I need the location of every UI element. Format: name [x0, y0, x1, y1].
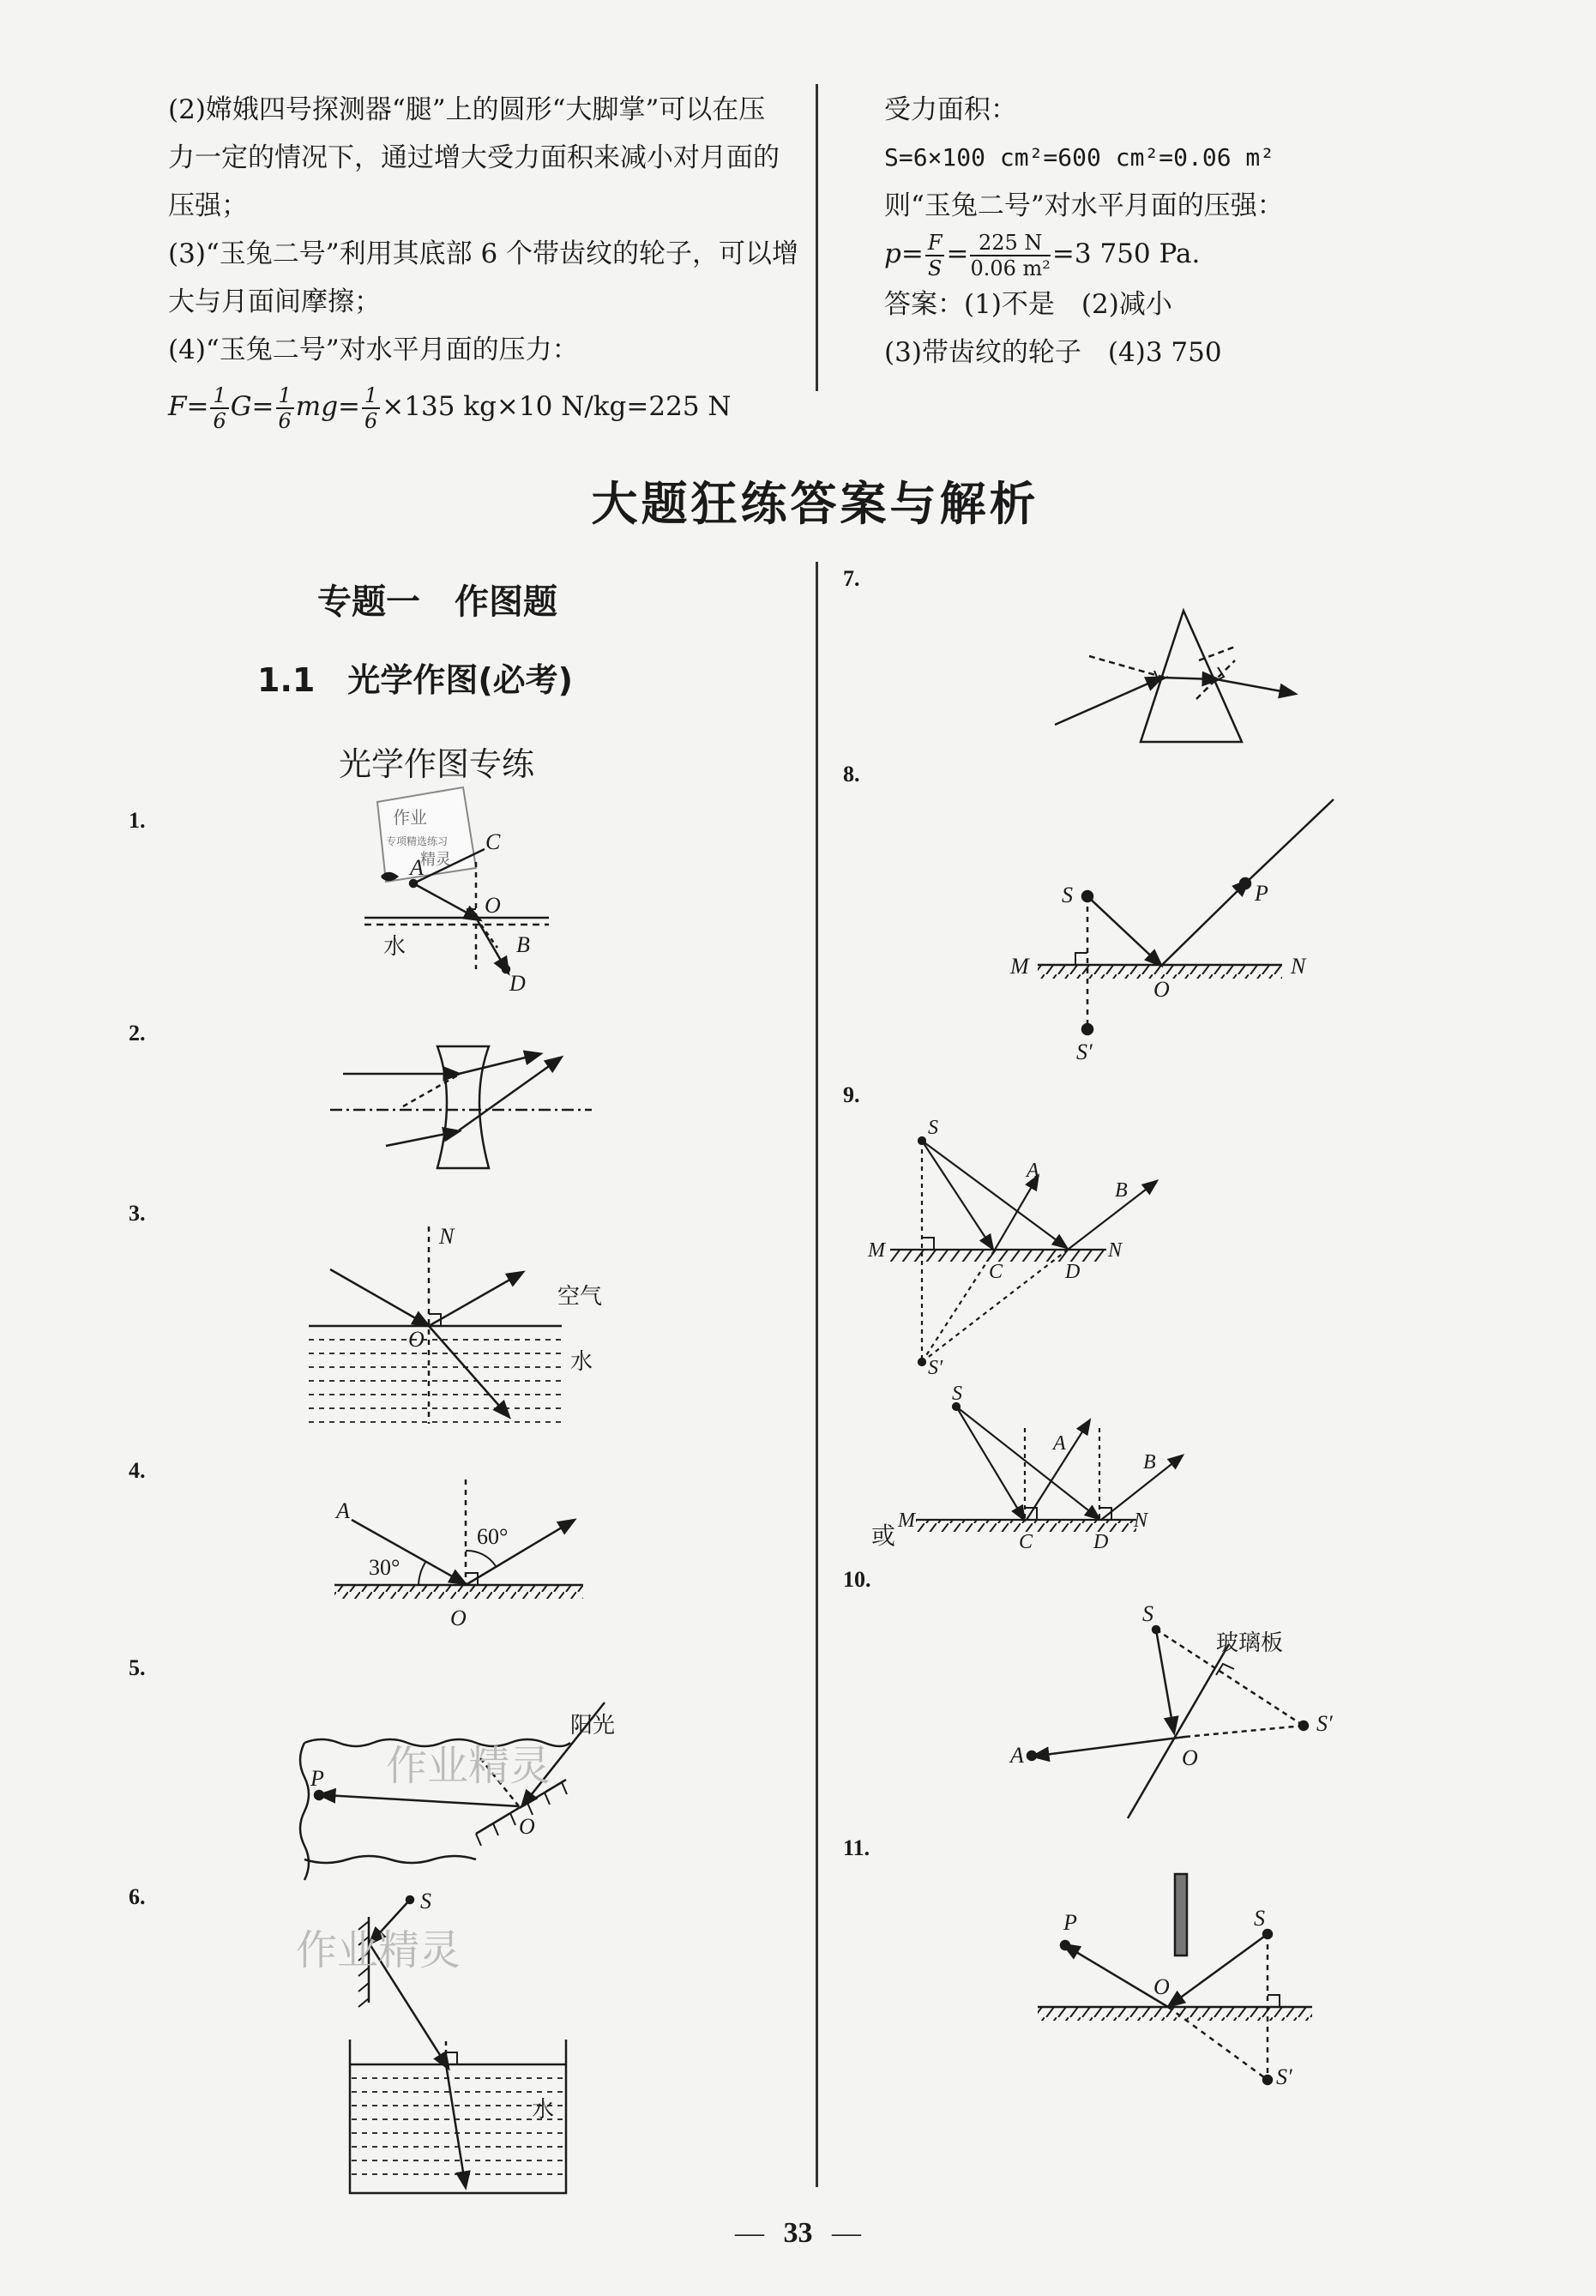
text-line: 压强；	[168, 190, 248, 221]
fraction: $\frac{1}{6}$	[210, 383, 228, 433]
label-S: S	[952, 1383, 962, 1405]
label-C: C	[485, 829, 501, 854]
figure-q3	[309, 1226, 562, 1424]
label-P: P	[1255, 881, 1268, 906]
label-S: S	[420, 1889, 431, 1913]
figure-q8	[1038, 799, 1334, 1034]
label-A: A	[410, 855, 424, 880]
answer-line: (3)带齿纹的轮子 (4)3 750	[884, 336, 1222, 368]
incident-ray	[413, 883, 476, 918]
text-line: S=6×100 cm²=600 cm²=0.06 m²	[884, 143, 1275, 172]
label-water: 水	[383, 934, 407, 960]
label-water: 水	[532, 2097, 555, 2123]
label-A: A	[1010, 1743, 1024, 1768]
well-bottom-edge	[304, 1856, 476, 1863]
sub-title: 1.1 光学作图(必考)	[257, 661, 574, 699]
label-glass-plate: 玻璃板	[1216, 1630, 1284, 1656]
label-S-prime: S′	[1316, 1711, 1333, 1736]
fraction: $\frac{F}{S}$	[925, 231, 945, 280]
label-D: D	[1093, 1531, 1109, 1553]
pressure-formula: p= $\frac{F}{S}$ = $\frac{225 N}{\text{0.06 m²}}$ =3 750 Pa.	[884, 230, 1201, 280]
figure-q5	[300, 1702, 605, 1880]
label-O: O	[519, 1814, 535, 1839]
stamp-text: 精灵	[420, 851, 451, 869]
label-B: B	[1143, 1451, 1156, 1473]
watermark-text: 作业精灵	[296, 1926, 461, 1974]
label-P: P	[310, 1766, 324, 1791]
page-number: — 33 —	[735, 2217, 861, 2249]
label-A: A	[1027, 1160, 1039, 1182]
label-angle-60: 60°	[477, 1524, 509, 1549]
text-line: 受力面积：	[884, 94, 1017, 125]
watermark-text: 作业精灵	[386, 1742, 551, 1790]
question-number: 1.	[129, 808, 146, 833]
figure-q2	[330, 1046, 592, 1168]
eye-icon	[382, 873, 397, 880]
label-air: 空气	[557, 1284, 603, 1310]
question-number: 2.	[129, 1021, 146, 1046]
question-number: 3.	[129, 1201, 146, 1226]
text-line: (4)“玉兔二号”对水平月面的压力：	[168, 334, 579, 365]
label-N: N	[1108, 1239, 1123, 1262]
question-number: 8.	[843, 762, 860, 786]
label-O: O	[408, 1327, 425, 1352]
label-M: M	[868, 1239, 885, 1262]
label-N: N	[1291, 954, 1306, 979]
pressure-force-formula: F= $\frac{1}{6}$ G= $\frac{1}{6}$ mg= $\frac{1}{6}$ ×135 kg×10 N/kg=225 N	[168, 383, 732, 433]
label-S-prime: S′	[1076, 1040, 1093, 1064]
text-line: 则“玉兔二号”对水平月面的压强：	[884, 190, 1284, 221]
label-P: P	[1063, 1910, 1077, 1935]
label-C: C	[989, 1261, 1003, 1283]
label-O: O	[1153, 1974, 1170, 1999]
label-B: B	[516, 932, 530, 957]
label-D: D	[1065, 1261, 1081, 1283]
drill-title: 光学作图专练	[339, 745, 535, 783]
question-number: 4.	[129, 1458, 146, 1483]
question-number: 11.	[843, 1835, 870, 1860]
main-title: 大题狂练答案与解析	[591, 477, 1039, 531]
label-angle-30: 30°	[369, 1555, 401, 1580]
stamp-text: 专项精选练习	[386, 835, 449, 847]
label-M: M	[898, 1510, 915, 1532]
text-line: 力一定的情况下，通过增大受力面积来减小对月面的	[168, 142, 780, 173]
label-water: 水	[570, 1349, 593, 1375]
label-S-prime: S′	[928, 1357, 943, 1379]
question-number: 5.	[129, 1655, 146, 1680]
question-number: 6.	[129, 1884, 146, 1909]
fraction: $\frac{1}{6}$	[362, 383, 380, 433]
figure-q4	[334, 1479, 583, 1599]
label-sunlight: 阳光	[570, 1713, 616, 1739]
label-S: S	[1254, 1906, 1265, 1931]
label-O: O	[1153, 977, 1170, 1002]
fraction: $\frac{1}{6}$	[276, 383, 294, 433]
label-D: D	[509, 971, 526, 996]
concave-lens	[437, 1046, 489, 1168]
label-N: N	[1134, 1510, 1148, 1532]
text-line: 大与月面间摩擦；	[168, 286, 381, 317]
question-number: 10.	[843, 1567, 871, 1592]
label-S: S	[928, 1117, 938, 1139]
text-line: (3)“玉兔二号”利用其底部 6 个带齿纹的轮子，可以增	[168, 238, 799, 269]
label-A: A	[336, 1498, 350, 1523]
question-number: 7.	[843, 566, 860, 591]
label-B: B	[1115, 1179, 1128, 1202]
question-number: 9.	[843, 1082, 860, 1107]
label-S: S	[1062, 883, 1073, 907]
water-lines	[309, 1340, 562, 1422]
label-S: S	[1142, 1601, 1153, 1626]
text-line: (2)嫦娥四号探测器“腿”上的圆形“大脚掌”可以在压	[168, 94, 766, 125]
label-A: A	[1053, 1432, 1066, 1455]
glass-plate	[1128, 1644, 1229, 1818]
obstacle-block	[1175, 1874, 1187, 1956]
label-O: O	[1182, 1745, 1198, 1770]
stamp-text: 作业	[393, 807, 427, 828]
figure-q7	[1055, 611, 1291, 742]
section-title: 专题一 作图题	[317, 582, 557, 622]
label-O: O	[485, 893, 501, 918]
fraction: $\frac{225 N}{\text{0.06 m²}}$	[970, 230, 1051, 280]
label-O: O	[450, 1606, 467, 1630]
answer-line: 答案：(1)不是 (2)减小	[884, 288, 1172, 320]
figure-q11	[1038, 1874, 1312, 2084]
label-or: 或	[871, 1522, 896, 1550]
label-N: N	[439, 1224, 455, 1249]
label-M: M	[1010, 954, 1029, 979]
label-S-prime: S′	[1276, 2064, 1292, 2089]
label-C: C	[1019, 1531, 1033, 1553]
